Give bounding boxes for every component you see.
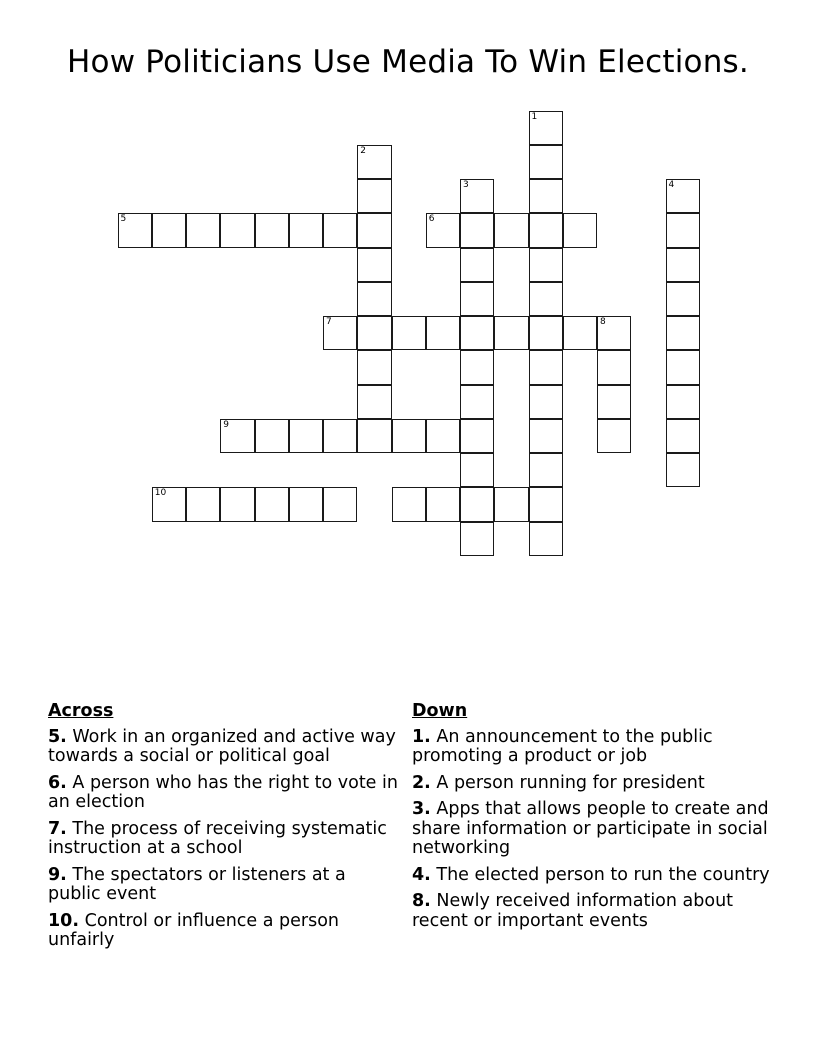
cell-number: 2 [360,145,366,156]
grid-cell [666,282,700,316]
grid-cell [597,419,631,453]
grid-cell [529,316,563,350]
clue-text: Control or influence a person unfairly [48,910,340,950]
grid-cell [460,385,494,419]
grid-cell [666,385,700,419]
grid-cell [220,419,254,453]
clue-text: Newly received information about recent or important events [412,891,734,931]
grid-cell [529,145,563,179]
clue-text: Apps that allows people to create and share information or participate in social networking [412,799,769,858]
grid-cell [392,487,426,521]
clue-down-2 [412,774,782,794]
grid-cell [392,419,426,453]
grid-cell [666,350,700,384]
grid-cell [529,385,563,419]
clue-number: 8. [412,891,431,911]
grid-cell [255,213,289,247]
grid-cell [666,213,700,247]
clue-text: The process of receiving systematic instruction at a school [48,818,387,858]
grid-cell [357,282,391,316]
grid-cell [460,282,494,316]
grid-cell [460,419,494,453]
grid-cell [426,213,460,247]
page-title: How Politicians Use Media To Win Elections. [67,44,749,80]
grid-cell [529,522,563,556]
grid-cell [426,419,460,453]
grid-cell [323,213,357,247]
grid-cell [323,487,357,521]
grid-cell [460,316,494,350]
cell-number: 1 [531,111,538,122]
grid-cell [597,385,631,419]
grid-cell [494,213,528,247]
grid-cell [494,487,528,521]
clue-text: The spectators or listeners at a public event [48,864,346,904]
grid-cell [289,487,323,521]
grid-cell [118,213,152,247]
clue-down-3 [412,800,782,859]
clue-number: 7. [48,818,67,839]
cell-number: 9 [223,419,229,430]
clue-across-6 [48,774,398,813]
down-clues [412,702,782,938]
grid-cell [357,350,391,384]
grid-cell [529,213,563,247]
grid-cell [152,213,186,247]
grid-cell [460,179,494,213]
grid-cell [529,453,563,487]
grid-cell [255,487,289,521]
cell-number: 8 [600,317,606,327]
grid-cell [666,316,700,350]
grid-cell [529,487,563,521]
clue-number: 4. [412,864,431,885]
grid-cell [529,179,563,213]
grid-cell [666,419,700,453]
clue-number: 5. [48,726,67,747]
clue-number: 10. [48,910,80,931]
grid-cell [529,350,563,384]
grid-cell [666,248,700,282]
clue-down-8 [412,892,782,931]
clue-number: 9. [48,864,67,885]
down-heading: Down [412,701,468,721]
grid-cell [255,419,289,453]
cell-number: 3 [463,180,469,190]
grid-cell [529,419,563,453]
cell-number: 7 [326,317,332,327]
across-heading: Across [48,701,114,721]
grid-cell [460,487,494,521]
clue-number: 2. [412,772,431,793]
grid-cell [357,385,391,419]
grid-cell [597,350,631,384]
grid-cell [357,179,391,213]
grid-cell [460,453,494,487]
grid-cell [357,248,391,282]
cell-number: 6 [428,214,435,225]
grid-cell [323,316,357,350]
grid-cell [357,316,391,350]
grid-cell [529,248,563,282]
grid-cell [357,213,391,247]
grid-cell [460,350,494,384]
clue-number: 6. [48,772,67,793]
grid-cell [220,487,254,521]
grid-cell [529,111,563,145]
grid-cell [392,316,426,350]
grid-cell [529,282,563,316]
grid-cell [152,487,186,521]
clue-text: A person running for president [436,772,705,793]
cell-number: 4 [668,180,675,190]
grid-cell [426,316,460,350]
grid-cell [460,522,494,556]
across-clues [48,702,398,958]
grid-cell [357,145,391,179]
grid-cell [289,213,323,247]
grid-cell [494,316,528,350]
grid-cell [460,248,494,282]
cell-number: 5 [120,214,127,225]
grid-cell [666,179,700,213]
grid-cell [323,419,357,453]
clue-text: The elected person to run the country [436,864,770,885]
clue-down-1 [412,728,782,767]
grid-cell [357,419,391,453]
grid-cell [426,487,460,521]
clue-number: 1. [412,726,431,747]
grid-cell [460,213,494,247]
cell-number: 10 [154,488,167,499]
clue-across-7 [48,820,398,859]
clue-across-10 [48,912,398,951]
clue-across-9 [48,866,398,905]
grid-cell [563,213,597,247]
clue-text: Work in an organized and active way towards a social or political goal [48,726,396,766]
grid-cell [186,487,220,521]
grid-cell [289,419,323,453]
clue-down-4 [412,866,782,886]
grid-cell [563,316,597,350]
clue-text: A person who has the right to vote in an election [48,772,398,812]
grid-cell [220,213,254,247]
grid-cell [186,213,220,247]
clue-across-5 [48,728,398,767]
grid-cell [666,453,700,487]
grid-cell [597,316,631,350]
clue-number: 3. [412,799,431,819]
clue-text: An announcement to the public promoting a product or job [412,726,713,766]
